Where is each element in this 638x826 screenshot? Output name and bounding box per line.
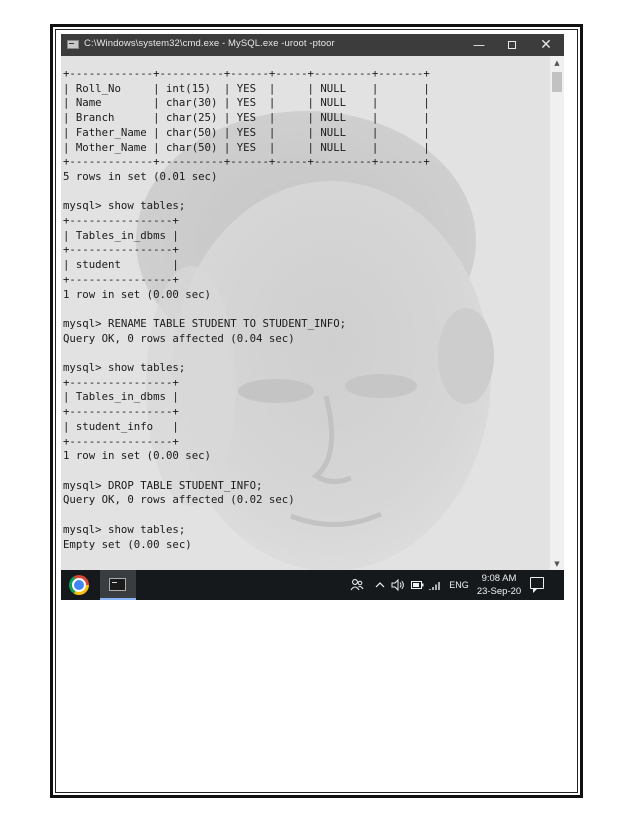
chevron-up-icon[interactable] [374,570,386,600]
taskbar-clock[interactable] [474,572,524,598]
minimize-button[interactable] [462,34,496,56]
scroll-up-icon[interactable]: ▲ [554,58,560,67]
scroll-down-icon[interactable]: ▼ [554,559,560,568]
cmd-icon [67,40,79,49]
volume-icon[interactable] [390,570,406,600]
cmd-window [61,34,564,600]
people-icon[interactable] [346,570,368,600]
active-app-indicator [100,598,136,600]
console-area[interactable] [61,56,550,570]
chrome-icon[interactable] [69,575,89,595]
window-title: C:\Windows\system32\cmd.exe - MySQL.exe -uroot -ptoor [84,38,335,49]
close-icon: ✕ [540,37,552,53]
maximize-button[interactable] [495,34,529,56]
console-output: +-------------+----------+------+-----+---------+-------+ | Roll_No | int(15) | YES | | NULL | | | Name | char(30) | YES | | NULL | | | Branch | char(25) | YES | | NULL | | | Father_Name | char(50) | YES | | NULL | | | Mother_Name | char(50) | YES | | NULL | | +-------------+----------+------+-----+---------+-------+ 5 rows in set (0.01 sec) mysql> show tables; +----------------+ | Tables_in_dbms | +----------------+ | student | +----------------+ 1 row in set (0.00 sec) mysql> RENAME TABLE STUDENT TO STUDENT_INFO; Query OK, 0 rows affected (0.04 sec) mysql> show tables; +----------------+ | Tables_in_dbms | +----------------+ | student_info | +----------------+ 1 row in set (0.00 sec) mysql> DROP TABLE STUDENT_INFO; Query OK, 0 rows affected (0.02 sec) mysql> show tables; Empty set (0.00 sec) [63,67,430,551]
scroll-thumb[interactable] [552,72,562,92]
cmd-taskbar-button[interactable] [100,570,136,600]
clock-date: 23-Sep-20 [476,586,522,597]
close-button[interactable] [529,34,563,56]
clock-time: 9:08 AM [481,573,517,584]
wifi-icon[interactable] [428,570,442,600]
battery-icon[interactable] [410,570,424,600]
notification-icon[interactable] [530,577,544,589]
language-indicator[interactable]: ENG [449,580,469,590]
maximize-icon [508,41,516,49]
vertical-scrollbar[interactable] [550,56,564,570]
taskbar [61,570,564,600]
title-bar[interactable] [61,34,564,56]
minimize-icon: — [473,38,485,52]
